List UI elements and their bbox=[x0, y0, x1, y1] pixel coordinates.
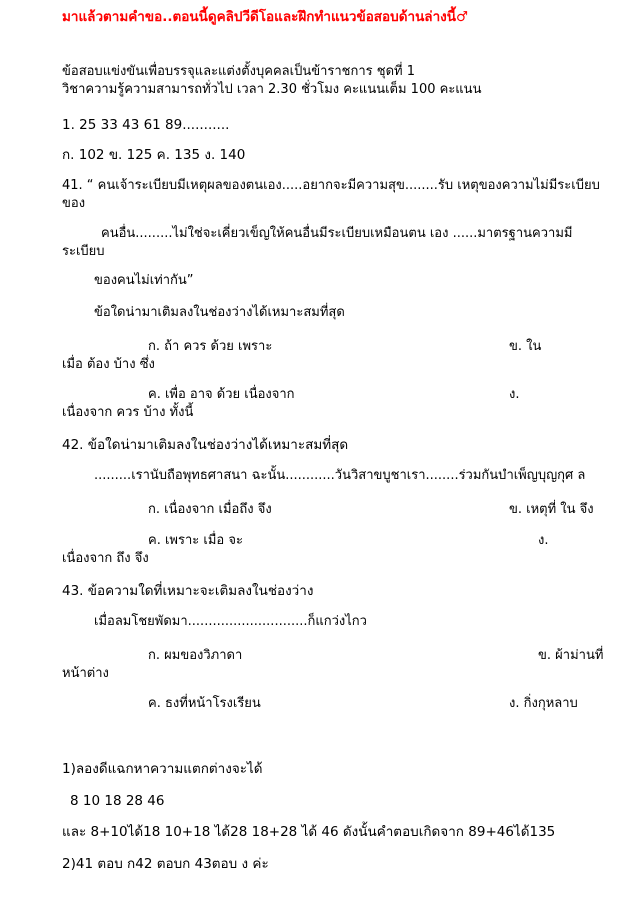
answer-line4: 2)41 ตอบ ก42 ตอบก 43ตอบ ง ค่ะ bbox=[62, 856, 269, 872]
q43-choice-b-cont: หน้าต่าง bbox=[62, 666, 109, 681]
q1-stem: 1. 25 33 43 61 89........... bbox=[62, 117, 230, 133]
q41-line4: ระเบียบ bbox=[62, 244, 105, 259]
q41-choice-d-cont: เนื่องจาก ควร บ้าง ทั้งนี้ bbox=[62, 405, 194, 420]
title-text: มาแล้วตามคำขอ..ตอนนี้ดูคลิปวีดีโอและฝึกทำแนวข้อสอบด้านล่างนี้ bbox=[62, 9, 456, 25]
q43-choice-a: ก. ผมของวิภาดา bbox=[148, 648, 243, 663]
exam-header-line2: วิชาความรู้ความสามารถทั่วไป เวลา 2.30 ชั่วโมง คะแนนเต็ม 100 คะแนน bbox=[62, 82, 482, 97]
q41-line1: 41. “ คนเจ้าระเบียบมีเหตุผลของตนเอง.....อยากจะมีความสุข........รับ เหตุของความไม่มีระเบียบ bbox=[62, 178, 600, 193]
q41-choice-c: ค. เพื่อ อาจ ด้วย เนื่องจาก bbox=[148, 387, 295, 402]
male-sign-icon: ♂ bbox=[455, 9, 469, 25]
answer-line1: 1)ลองดีแฉกหาความแตกต่างจะได้ bbox=[62, 761, 263, 777]
q42-choice-d: ง. bbox=[538, 533, 549, 548]
q43-stem: 43. ข้อความใดที่เหมาะจะเติมลงในช่องว่าง bbox=[62, 583, 314, 599]
q42-choice-c: ค. เพราะ เมื่อ จะ bbox=[148, 533, 243, 548]
q42-stem: 42. ข้อใดน่ามาเติมลงในช่องว่างได้เหมาะสมที่สุด bbox=[62, 437, 349, 453]
q42-choice-d-cont: เนื่องจาก ถึง จึง bbox=[62, 551, 149, 566]
q42-choice-a: ก. เนื่องจาก เมื่อถึง จึง bbox=[148, 502, 272, 517]
q41-line2: ของ bbox=[62, 196, 86, 211]
q42-passage: .........เรานับถือพุทธศาสนา ฉะนั้น............วันวิสาขบูชาเรา........ร่วมกันบำเพ็ญบุญกุศ ล bbox=[94, 468, 586, 483]
q1-choices: ก. 102 ข. 125 ค. 135 ง. 140 bbox=[62, 147, 246, 163]
q43-passage: เมื่อลมโชยพัดมา.............................ก็แกว่งไกว bbox=[94, 614, 367, 629]
q43-choice-b: ข. ผ้าม่านที่ bbox=[538, 648, 604, 663]
q43-choice-c: ค. ธงที่หน้าโรงเรียน bbox=[148, 696, 261, 711]
q41-choice-b: ข. ใน bbox=[509, 339, 542, 354]
answer-line2: 8 10 18 28 46 bbox=[70, 793, 165, 809]
q43-choice-d: ง. กิ่งกุหลาบ bbox=[509, 696, 578, 711]
exam-header-line1: ข้อสอบแข่งขันเพื่อบรรจุและแต่งตั้งบุคคลเป็นข้าราชการ ชุดที่ 1 bbox=[62, 64, 416, 79]
page-title bbox=[62, 8, 468, 26]
q41-choice-b-cont: เมื่อ ต้อง บ้าง ซึ่ง bbox=[62, 357, 155, 372]
answer-line3: และ 8+10ได้18 10+18 ได้28 18+28 ได้ 46 ดังนั้นคำตอบเกิดจาก 89+46ได้135 bbox=[62, 824, 556, 840]
q42-choice-b: ข. เหตุที่ ใน จึง bbox=[509, 502, 594, 517]
q41-line3: คนอื่น.........ไม่ใช่จะเคี่ยวเข็ญให้คนอื่นมีระเบียบเหมือนตน เอง ......มาตรฐานความมี bbox=[101, 226, 573, 241]
q41-line5: ของคนไม่เท่ากัน” bbox=[94, 273, 194, 288]
q41-choice-a: ก. ถ้า ควร ด้วย เพราะ bbox=[148, 339, 273, 354]
q41-prompt: ข้อใดน่ามาเติมลงในช่องว่างได้เหมาะสมที่สุด bbox=[94, 305, 345, 320]
q41-choice-d: ง. bbox=[509, 387, 520, 402]
